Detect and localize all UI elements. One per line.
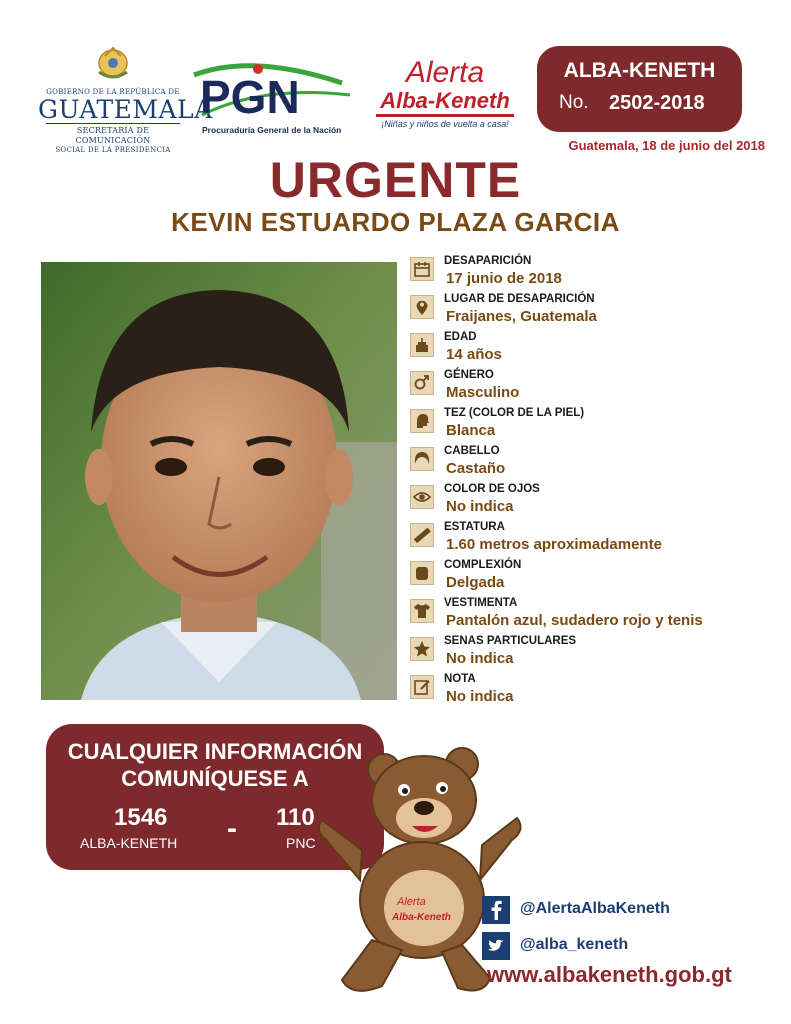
guatemala-government-logo bbox=[38, 42, 213, 154]
detail-row-cabello bbox=[410, 445, 770, 481]
shirt-icon bbox=[410, 599, 434, 623]
gender-icon bbox=[410, 371, 434, 395]
detail-row-genero bbox=[410, 369, 770, 405]
website-link[interactable]: www.albakeneth.gob.gt bbox=[487, 962, 732, 987]
detail-row-complexion bbox=[410, 559, 770, 595]
detail-row-estatura bbox=[410, 521, 770, 557]
detail-row-senas bbox=[410, 635, 770, 671]
contact-heading-2: COMUNÍQUESE A bbox=[121, 766, 309, 791]
alert-date: Guatemala, 18 de junio del 2018 bbox=[568, 138, 765, 153]
phone-alba-keneth-label: ALBA-KENETH bbox=[80, 835, 178, 851]
phone-alba-keneth[interactable]: 1546 bbox=[114, 804, 168, 831]
detail-row-ojos bbox=[410, 483, 770, 519]
pgn-logo bbox=[192, 55, 352, 140]
pgn-subtitle: Procuraduría General de la Nación bbox=[202, 125, 342, 135]
detail-value: 14 años bbox=[446, 346, 502, 363]
detail-label: COMPLEXIÓN bbox=[444, 559, 522, 571]
alerta-alba-keneth-logo bbox=[370, 58, 520, 138]
detail-label: LUGAR DE DESAPARICIÓN bbox=[444, 293, 595, 305]
phone-pnc-label: PNC bbox=[286, 835, 316, 851]
detail-row-tez bbox=[410, 407, 770, 443]
detail-value: No indica bbox=[446, 650, 514, 667]
facebook-link[interactable] bbox=[482, 896, 762, 926]
twitter-link[interactable] bbox=[482, 932, 762, 962]
detail-value: No indica bbox=[446, 498, 514, 515]
detail-label: SENAS PARTICULARES bbox=[444, 635, 577, 647]
detail-row-edad bbox=[410, 331, 770, 367]
missing-person-name: KEVIN ESTUARDO PLAZA GARCIA bbox=[171, 207, 620, 237]
detail-value: Masculino bbox=[446, 384, 520, 401]
alerta-slogan: ¡Niñas y niños de vuelta a casa! bbox=[381, 119, 509, 129]
calendar-icon bbox=[410, 257, 434, 281]
detail-value: Delgada bbox=[446, 574, 505, 591]
detail-label: TEZ (COLOR DE LA PIEL) bbox=[444, 407, 585, 419]
detail-label: VESTIMENTA bbox=[444, 597, 518, 609]
detail-value: 1.60 metros aproximadamente bbox=[446, 536, 662, 553]
hair-icon bbox=[410, 447, 434, 471]
detail-value: No indica bbox=[446, 688, 514, 705]
facebook-icon bbox=[482, 896, 510, 924]
phone-separator: - bbox=[227, 812, 237, 845]
urgent-headline: URGENTE bbox=[269, 152, 522, 208]
star-icon bbox=[410, 637, 434, 661]
ruler-icon bbox=[410, 523, 434, 547]
detail-label: GÉNERO bbox=[444, 369, 494, 381]
detail-label: COLOR DE OJOS bbox=[444, 483, 540, 495]
twitter-handle[interactable]: @alba_keneth bbox=[520, 936, 629, 953]
gov-name: GUATEMALA bbox=[38, 95, 213, 124]
bear-belly-alba-keneth: Alba-Keneth bbox=[392, 912, 451, 923]
case-number-badge bbox=[537, 46, 742, 132]
cake-icon bbox=[410, 333, 434, 357]
twitter-icon bbox=[482, 932, 510, 960]
eye-icon bbox=[410, 485, 434, 509]
case-no-label: No. bbox=[559, 92, 589, 113]
pgn-logo-mark-icon bbox=[192, 55, 352, 125]
detail-label: EDAD bbox=[444, 331, 477, 343]
case-number: 2502-2018 bbox=[609, 92, 705, 114]
gov-secretaria: SECRETARÍA DE COMUNICACIÓN bbox=[46, 123, 180, 146]
detail-value: Fraijanes, Guatemala bbox=[446, 308, 597, 325]
detail-row-desaparicion bbox=[410, 255, 770, 291]
detail-row-lugar bbox=[410, 293, 770, 329]
detail-value: Pantalón azul, sudadero rojo y tenis bbox=[446, 612, 703, 629]
alerta-word: Alerta bbox=[405, 56, 485, 89]
body-icon bbox=[410, 561, 434, 585]
detail-value: Castaño bbox=[446, 460, 506, 477]
case-title: ALBA-KENETH bbox=[563, 59, 716, 82]
detail-value: 17 junio de 2018 bbox=[446, 270, 562, 287]
gov-line: GOBIERNO DE LA REPÚBLICA DE bbox=[46, 88, 180, 96]
guatemala-seal-icon bbox=[91, 42, 135, 80]
detail-row-nota bbox=[410, 673, 770, 709]
phone-pnc[interactable]: 110 bbox=[276, 804, 315, 831]
note-icon bbox=[410, 675, 434, 699]
missing-person-photo bbox=[41, 262, 397, 700]
facebook-handle[interactable]: @AlertaAlbaKeneth bbox=[520, 900, 670, 917]
head-profile-icon bbox=[410, 409, 434, 433]
detail-label: ESTATURA bbox=[444, 521, 505, 533]
detail-row-vestimenta bbox=[410, 597, 770, 633]
detail-label: CABELLO bbox=[444, 445, 500, 457]
pgn-letters: PGN bbox=[200, 71, 300, 123]
detail-label: NOTA bbox=[444, 673, 476, 685]
detail-label: DESAPARICIÓN bbox=[444, 255, 532, 267]
detail-value: Blanca bbox=[446, 422, 496, 439]
gov-secretaria-2: SOCIAL DE LA PRESIDENCIA bbox=[55, 146, 171, 154]
location-pin-icon bbox=[410, 295, 434, 319]
contact-heading-1: CUALQUIER INFORMACIÓN bbox=[67, 739, 363, 764]
bear-belly-alerta: Alerta bbox=[397, 896, 426, 908]
alba-keneth-word: Alba-Keneth bbox=[376, 88, 514, 117]
